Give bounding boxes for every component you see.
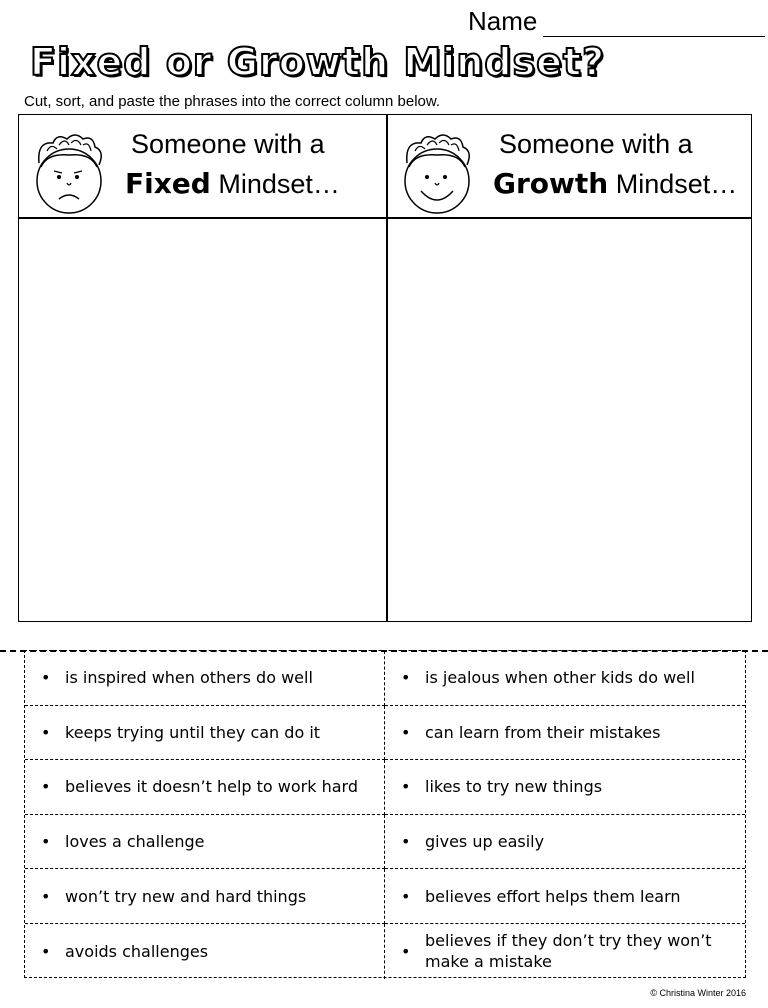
page-title: Fixed or Growth Mindset? xyxy=(30,40,606,84)
growth-header-line1: Someone with a xyxy=(499,129,693,159)
phrase-text: won’t try new and hard things xyxy=(65,886,307,906)
phrase-text: likes to try new things xyxy=(425,777,603,797)
phrase-text: loves a challenge xyxy=(65,832,205,852)
bullet: • xyxy=(401,668,411,688)
phrase-card[interactable] xyxy=(25,869,385,924)
bullet: • xyxy=(401,941,411,961)
phrase-card[interactable] xyxy=(25,760,385,815)
bullet: • xyxy=(401,777,411,797)
bullet: • xyxy=(41,832,51,852)
instructions: Cut, sort, and paste the phrases into the correct column below. xyxy=(24,93,441,110)
growth-header-suffix: Mindset… xyxy=(615,169,738,199)
phrase-text: believes it doesn’t help to work hard xyxy=(65,777,359,797)
bullet: • xyxy=(41,668,51,688)
growth-header-line2 xyxy=(493,167,737,200)
phrase-card[interactable] xyxy=(385,924,745,979)
phrase-card[interactable] xyxy=(25,651,385,706)
phrase-card[interactable] xyxy=(25,706,385,761)
phrase-text: can learn from their mistakes xyxy=(425,722,661,742)
phrase-text: is inspired when others do well xyxy=(65,668,313,688)
header-divider xyxy=(19,217,751,219)
growth-column-header xyxy=(387,115,754,217)
phrase-card[interactable] xyxy=(25,924,385,979)
phrase-text: believes if they don’t try they won’t make a mistake xyxy=(425,931,712,972)
bullet: • xyxy=(41,722,51,742)
phrase-cards xyxy=(24,650,746,978)
fixed-header-line2 xyxy=(125,167,340,200)
phrase-text: avoids challenges xyxy=(65,941,209,961)
bullet: • xyxy=(41,941,51,961)
bullet: • xyxy=(401,722,411,742)
phrase-text: keeps trying until they can do it xyxy=(65,722,321,742)
bullet: • xyxy=(401,832,411,852)
fixed-header-line1: Someone with a xyxy=(131,129,325,159)
phrase-card[interactable] xyxy=(385,760,745,815)
bullet: • xyxy=(41,886,51,906)
phrase-card[interactable] xyxy=(385,815,745,870)
fixed-keyword: Fixed xyxy=(125,167,211,200)
fixed-column-header xyxy=(19,115,386,217)
phrase-text: believes effort helps them learn xyxy=(425,886,681,906)
phrase-card[interactable] xyxy=(385,651,745,706)
phrase-text: is jealous when other kids do well xyxy=(425,668,695,688)
name-label: Name xyxy=(468,6,538,36)
copyright-notice: © Christina Winter 2016 xyxy=(650,988,746,998)
phrase-card[interactable] xyxy=(25,815,385,870)
name-field xyxy=(468,6,765,37)
phrase-text: gives up easily xyxy=(425,832,545,852)
fixed-header-suffix: Mindset… xyxy=(218,169,340,199)
bullet: • xyxy=(41,777,51,797)
bullet: • xyxy=(401,886,411,906)
phrase-card[interactable] xyxy=(385,706,745,761)
sort-table xyxy=(18,114,752,622)
name-blank-line[interactable] xyxy=(543,8,765,37)
sad-face-icon xyxy=(29,129,109,217)
happy-face-icon xyxy=(397,129,477,217)
phrase-card[interactable] xyxy=(385,869,745,924)
growth-keyword: Growth xyxy=(493,167,609,200)
